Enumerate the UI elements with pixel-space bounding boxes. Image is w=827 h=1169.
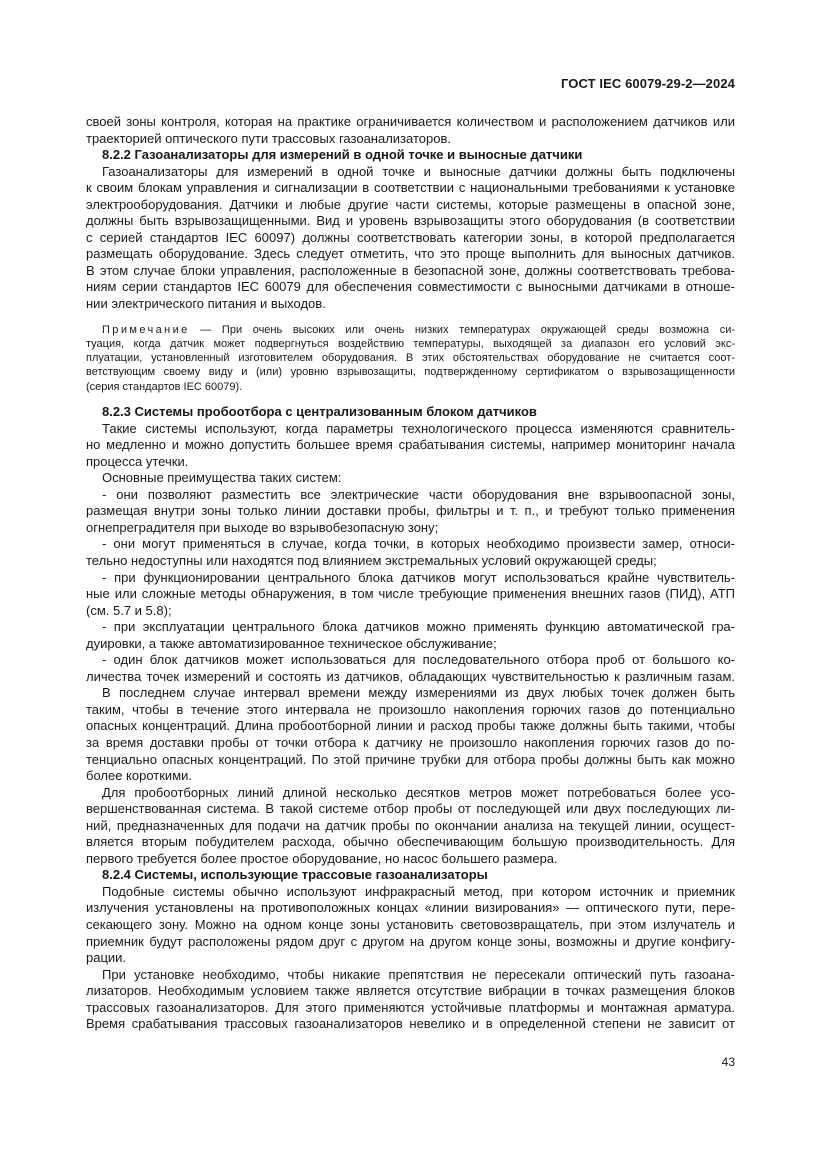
text-line: тенциально опасных концентраций. По этой причине трубки для отбора пробы должны быть как можно bbox=[86, 751, 735, 767]
note-line: туация, когда датчик может подвергнуться воздействию температуры, выходящей за диапазон его условий экс- bbox=[86, 337, 735, 350]
list-item: - при функционировании центрального блока датчиков могут использоваться крайне чувствитель- bbox=[102, 569, 735, 585]
list-item: - они позволяют разместить все электрические части оборудования вне взрывоопасной зоны, bbox=[102, 486, 735, 502]
text-line: ные или сложные методы обнаружения, в том числе требующие применения внешних газов (ПИД), АТП bbox=[86, 586, 735, 602]
text-line: более короткими. bbox=[86, 768, 192, 784]
text-line: вершенствованная система. В такой системе отбор пробы от последующей или двух последующих ли- bbox=[86, 801, 735, 817]
note-line: ветствующим своему виду и (или) уровню взрывозащиты, подтвержденному сертификатом о взрывозащищенности bbox=[86, 366, 735, 379]
text-line: Для пробоотборных линий длиной несколько десятков метров может потребоваться более усо- bbox=[102, 784, 735, 800]
text-line: вляется вторым побудителем расхода, обычно обеспечивающим большую производительность. Для bbox=[86, 834, 735, 850]
text-line: приемник будут расположены рядом друг с другом на другом конце зоны, возможны и другие конфигу- bbox=[86, 933, 735, 949]
text-line: своей зоны контроля, которая на практике ограничивается количеством и расположением датчиков или bbox=[86, 114, 735, 129]
document-header: ГОСТ IEC 60079-29-2—2024 bbox=[560, 76, 735, 91]
text-line: должны быть взрывозащищенными. Вид и уровень взрывозащиты этого оборудования (в соответствии bbox=[86, 213, 735, 229]
text-line: ний, предназначенных для подачи на датчик пробы по окончании анализа на текущей линии, осущест- bbox=[86, 817, 735, 833]
page-number: 43 bbox=[721, 1055, 735, 1069]
text-line: первого требуется более простое оборудование, но насос большего размера. bbox=[86, 850, 558, 866]
text-line: опасных концентраций. Длина пробоотборной линии и расход пробы также должны быть такими, чтобы bbox=[86, 718, 735, 734]
list-item: - они могут применяться в случае, когда точки, в которых необходимо произвести замер, относи- bbox=[102, 536, 735, 552]
text-line: размещать оборудование. Здесь следует отметить, что это проще выполнить для выносных датчиков. bbox=[86, 246, 735, 262]
text-line: Время срабатывания трассовых газоанализаторов невелико и в определенной степени не зависит от bbox=[86, 1016, 735, 1032]
note-line: (серия стандартов IEC 60079). bbox=[86, 380, 243, 393]
text-line: (см. 5.7 и 5.8); bbox=[86, 602, 172, 618]
text-line: траекторией оптического пути трассовых газоанализаторов. bbox=[86, 130, 451, 146]
text-line: таким, чтобы в течение этого интервала не произошло накопления горючих газов до потенциально bbox=[86, 701, 735, 717]
text-line: Газоанализаторы для измерений в одной точке и выносные датчики должны быть подключены bbox=[102, 163, 735, 179]
text-line: Подобные системы обычно используют инфракрасный метод, при котором источник и приемник bbox=[102, 883, 735, 899]
note-first-line bbox=[86, 323, 735, 337]
text-line: с серией стандартов IEC 60097) должны соответствовать категории зоны, в которой предполагается bbox=[86, 229, 735, 245]
list-item: - при эксплуатации центрального блока датчиков можно применять функцию автоматической гра- bbox=[102, 619, 735, 635]
text-line: В последнем случае интервал времени между измерениями из двух любых точек должен быть bbox=[102, 685, 735, 701]
text-line: размещая внутри зоны только линии доставки пробы, фильтры и т. п., и требуют только применения bbox=[86, 503, 735, 519]
text-line: электрооборудования. Датчики и любые другие части системы, которые размещены в опасной зоне, bbox=[86, 196, 735, 212]
text-line: но медленно и можно допустить большее время срабатывания системы, например мониторинг начала bbox=[86, 437, 735, 453]
text-line: лизаторов. Необходимым условием также является отсутствие вибрации в точках размещения блоков bbox=[86, 983, 735, 999]
text-line: к своим блокам управления и сигнализации в соответствии с национальными требованиями к установке bbox=[86, 180, 735, 196]
text-line: дуировки, а также автоматизированное техническое обслуживание; bbox=[86, 635, 497, 651]
text-line: Основные преимущества таких систем: bbox=[102, 470, 342, 486]
note-dash: — bbox=[200, 323, 212, 336]
section-heading-8-2-2: 8.2.2 Газоанализаторы для измерений в одной точке и выносные датчики bbox=[102, 147, 583, 163]
text-line: тельно недоступны или находятся под влиянием экстремальных условий окружающей среды; bbox=[86, 552, 657, 568]
text-line: личества точек измерений и состоять из датчиков, обладающих чувствительностью к различным газам. bbox=[86, 668, 735, 684]
text-line: процесса утечки. bbox=[86, 453, 189, 469]
note-first-text: При очень высоких или очень низких температурах окружающей среды возможна си- bbox=[221, 323, 736, 336]
page-body bbox=[86, 114, 735, 1033]
text-line: При установке необходимо, чтобы никакие препятствия не пересекали оптический путь газоана- bbox=[102, 966, 735, 982]
text-line: рации. bbox=[86, 950, 127, 966]
text-line: Такие системы используют, когда параметры технологического процесса изменяются сравнитель- bbox=[102, 420, 735, 436]
section-heading-8-2-3: 8.2.3 Системы пробоотбора с централизованным блоком датчиков bbox=[102, 404, 537, 420]
text-line: ниям серии стандартов IEC 60079 для обеспечения совместимости с выносными датчиками в отноше- bbox=[86, 279, 735, 295]
text-line: секающего зону. Можно на одном конце зоны установить световозвращатель, при этом излучатель и bbox=[86, 917, 735, 932]
note-block bbox=[86, 323, 735, 394]
text-line: огнепреградителя при выходе во взрывобезопасную зону; bbox=[86, 519, 439, 535]
text-line: нии электрического питания и выходов. bbox=[86, 296, 326, 312]
text-line: трассовых газоанализаторов. Для этого применяются устойчивые платформы и монтажная арматура. bbox=[86, 999, 735, 1015]
section-heading-8-2-4: 8.2.4 Системы, использующие трассовые газоанализаторы bbox=[102, 867, 488, 883]
note-line: плуатации, установленный изготовителем оборудования. В этих обстоятельствах оборудование не считается соот- bbox=[86, 352, 735, 365]
text-line: за время доставки пробы от точки отбора к датчику не произошло накопления горючих газов до по- bbox=[86, 734, 735, 750]
text-line: В этом случае блоки управления, расположенные в безопасной зоне, должны соответствовать требова- bbox=[86, 262, 735, 278]
text-line: излучения установлены на противоположных концах «линии визирования» — оптического пути, пере- bbox=[86, 900, 735, 916]
list-item: - один блок датчиков может использоваться для последовательного отбора проб от большого ко- bbox=[102, 652, 735, 668]
note-label: Примечание bbox=[102, 323, 190, 336]
